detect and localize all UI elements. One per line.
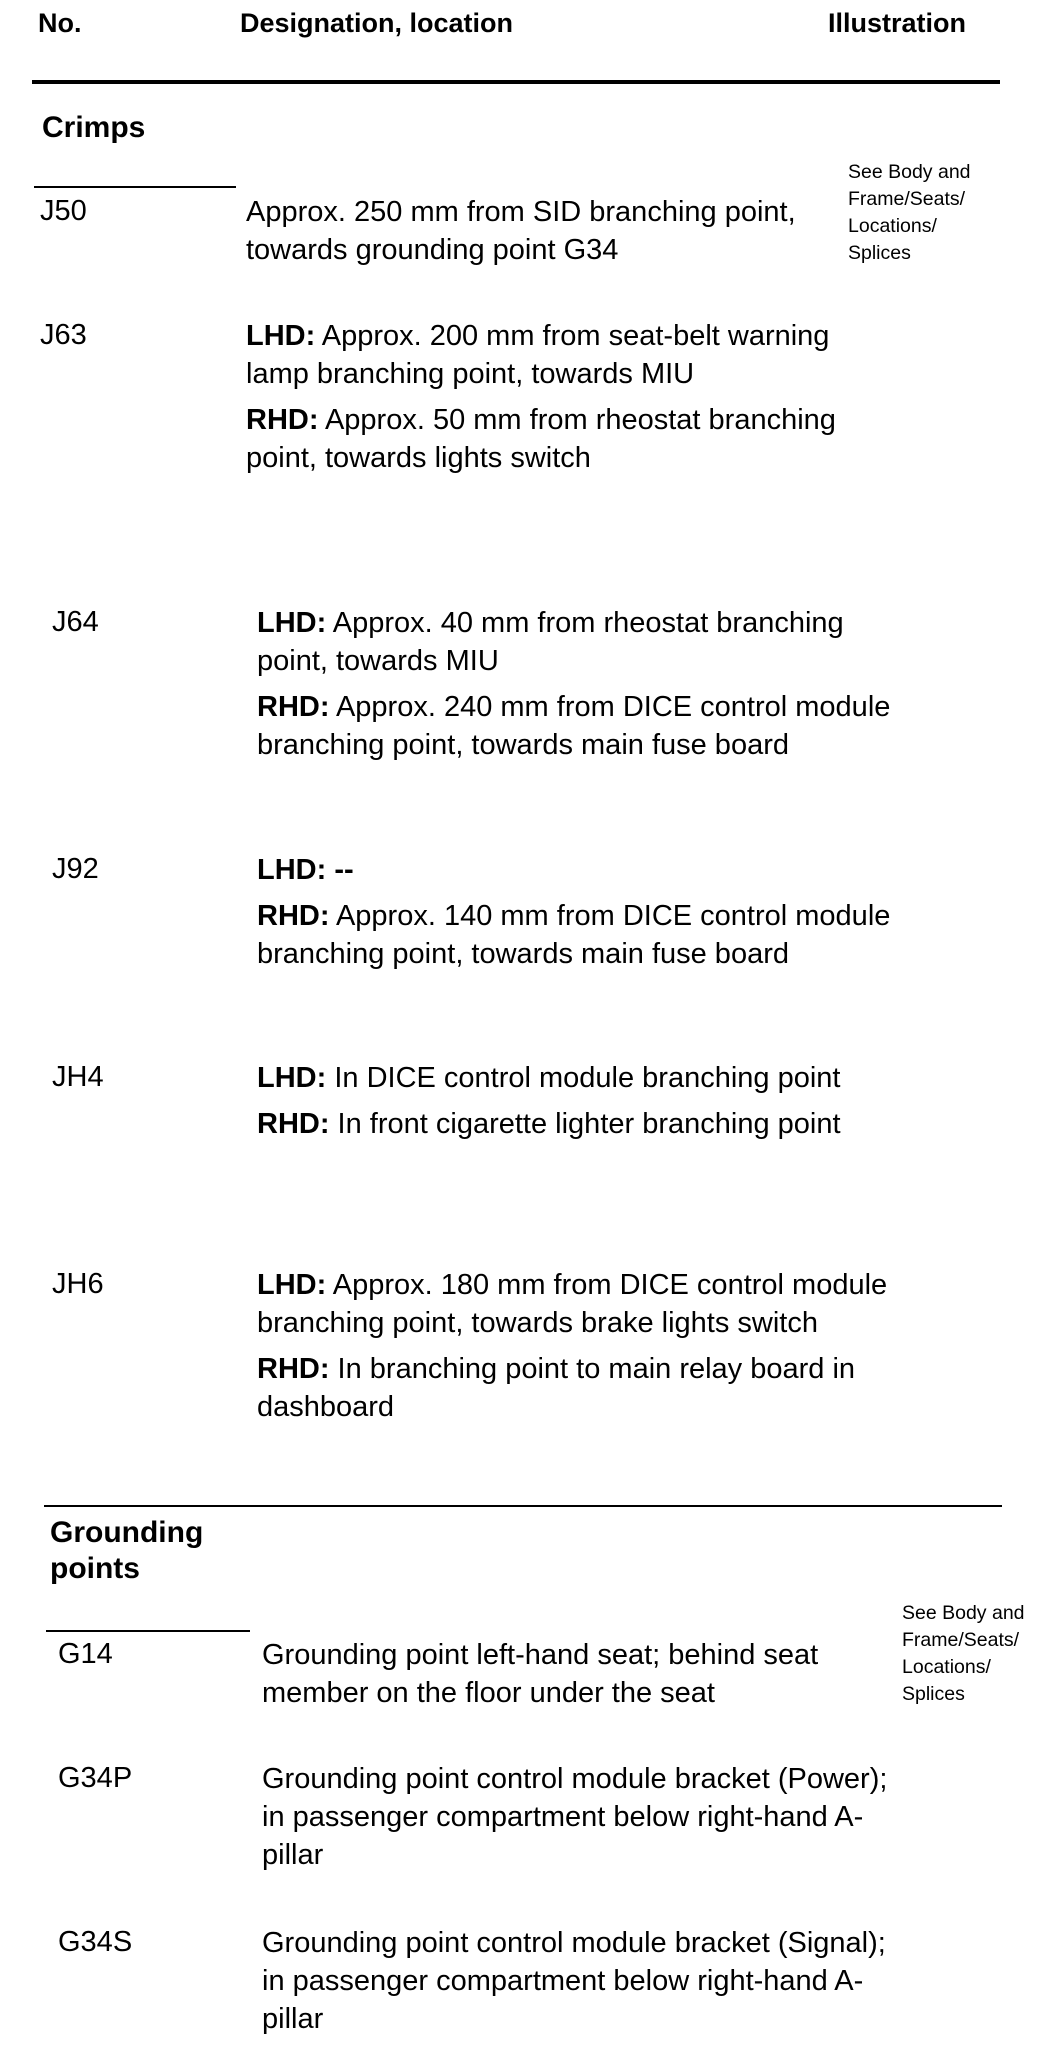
header-divider: [32, 80, 1000, 84]
illustration-line: Splices: [902, 1683, 965, 1705]
designation-body: Grounding point left-hand seat; behind seat member on the floor under the seat: [262, 1639, 819, 1709]
illustration-line: See Body and: [902, 1602, 1025, 1624]
lhd-label: LHD:: [257, 607, 327, 639]
crimp-designation: [246, 317, 886, 485]
grounding-point-designation: [262, 1760, 902, 1882]
designation-lhd: [246, 317, 886, 393]
lhd-label: LHD:: [246, 320, 316, 352]
grounding-point-number: G34P: [58, 1762, 133, 1794]
lhd-label: LHD:: [257, 1269, 327, 1301]
crimp-designation: [246, 193, 886, 277]
lhd-text: In DICE control module branching point: [326, 1062, 841, 1094]
illustration-line: See Body and: [848, 161, 971, 183]
designation-text: [262, 1924, 902, 2038]
rhd-text: Approx. 50 mm from rheostat branching point, towards lights switch: [246, 404, 836, 474]
section-title-grounding-points: Grounding points: [50, 1516, 204, 1585]
section-title-crimps: Crimps: [42, 111, 146, 144]
illustration-line: Locations/: [902, 1656, 991, 1678]
designation-lhd: [257, 1059, 897, 1097]
grounding-point-designation: [262, 1924, 902, 2046]
designation-rhd: [257, 1105, 897, 1143]
designation-text: [246, 193, 886, 269]
rhd-label: RHD:: [246, 404, 319, 436]
illustration-line: Locations/: [848, 215, 937, 237]
section-underline-crimps: [34, 186, 236, 188]
grounding-point-number: G34S: [58, 1926, 133, 1958]
lhd-label: LHD:: [257, 1062, 327, 1094]
crimp-designation: [257, 851, 897, 981]
section-underline-grounding-points: [46, 1630, 250, 1632]
rhd-label: RHD:: [257, 691, 330, 723]
column-header-no: No.: [38, 8, 82, 38]
column-header-designation: Designation, location: [240, 8, 514, 38]
illustration-line: Frame/Seats/: [902, 1629, 1020, 1651]
illustration-line: Frame/Seats/: [848, 188, 966, 210]
lhd-text: --: [326, 854, 354, 886]
crimp-designation: [257, 1266, 897, 1434]
designation-lhd: [257, 851, 897, 889]
section-divider: [44, 1505, 1002, 1507]
designation-text: [262, 1760, 902, 1874]
crimp-number: J92: [52, 853, 99, 885]
grounding-point-designation: [262, 1636, 902, 1720]
designation-lhd: [257, 1266, 897, 1342]
lhd-text: Approx. 40 mm from rheostat branching point, towards MIU: [257, 607, 844, 677]
rhd-text: Approx. 140 mm from DICE control module branching point, towards main fuse board: [257, 900, 891, 970]
column-header-illustration: Illustration: [828, 8, 967, 38]
lhd-text: Approx. 180 mm from DICE control module branching point, towards brake lights switch: [257, 1269, 888, 1339]
designation-body: Grounding point control module bracket (Signal); in passenger compartment below right-hand A-pillar: [262, 1927, 886, 2035]
rhd-label: RHD:: [257, 900, 330, 932]
grounding-point-number: G14: [58, 1638, 113, 1670]
designation-lhd: [257, 604, 897, 680]
rhd-label: RHD:: [257, 1108, 330, 1140]
rhd-text: Approx. 240 mm from DICE control module branching point, towards main fuse board: [257, 691, 891, 761]
designation-rhd: [257, 897, 897, 973]
crimp-number: J64: [52, 606, 99, 638]
designation-rhd: [257, 688, 897, 764]
crimp-number: JH4: [52, 1061, 104, 1093]
rhd-text: In front cigarette lighter branching point: [329, 1108, 841, 1140]
crimp-number: J50: [40, 195, 87, 227]
rhd-label: RHD:: [257, 1353, 330, 1385]
lhd-text: Approx. 200 mm from seat-belt warning lamp branching point, towards MIU: [246, 320, 830, 390]
designation-text: [262, 1636, 902, 1712]
illustration-line: Splices: [848, 242, 911, 264]
crimp-number: JH6: [52, 1268, 104, 1300]
designation-body: Approx. 250 mm from SID branching point, towards grounding point G34: [246, 196, 796, 266]
crimp-designation: [257, 1059, 897, 1151]
designation-rhd: [257, 1350, 897, 1426]
designation-rhd: [246, 401, 886, 477]
crimp-designation: [257, 604, 897, 772]
rhd-text: In branching point to main relay board in dashboard: [257, 1353, 856, 1423]
designation-body: Grounding point control module bracket (Power); in passenger compartment below right-hand A-pillar: [262, 1763, 888, 1871]
illustration-reference-grounding: [902, 1600, 1056, 1708]
crimp-number: J63: [40, 319, 87, 351]
lhd-label: LHD:: [257, 854, 327, 886]
